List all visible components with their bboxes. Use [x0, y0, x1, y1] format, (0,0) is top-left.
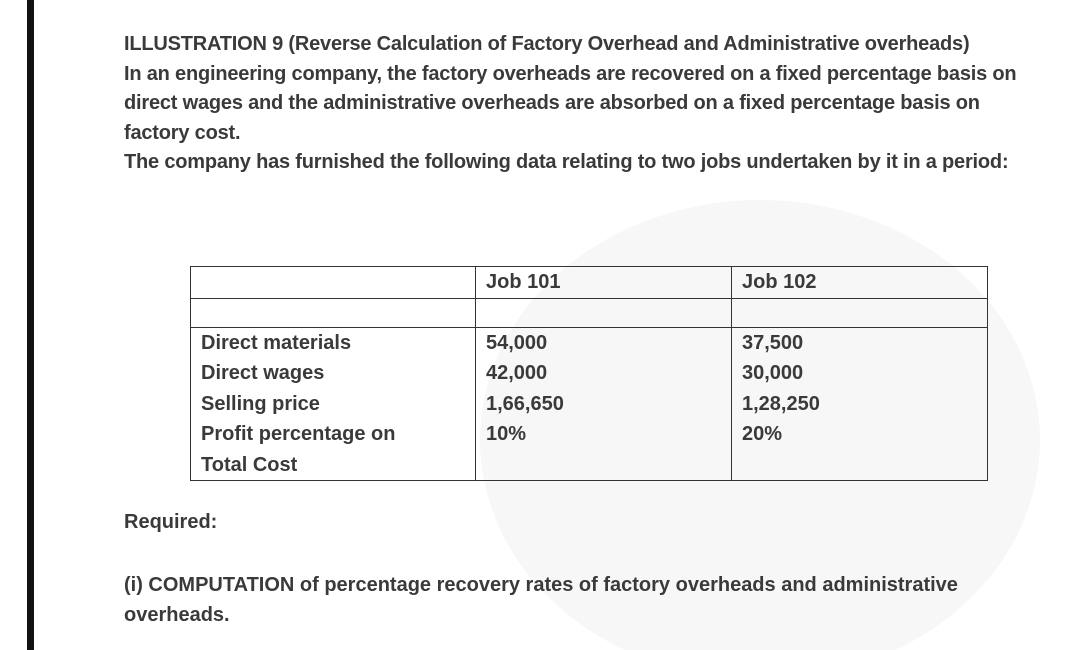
- required-heading: Required:: [124, 511, 218, 533]
- table-header-job-101: Job 101: [476, 267, 732, 299]
- left-border-bar: [27, 0, 34, 650]
- table-row: [191, 389, 988, 420]
- data-paragraph: The company has furnished the following data relating to two jobs undertaken by it in a period:: [124, 151, 1009, 173]
- job-data-table: [190, 266, 988, 481]
- job-102-value: 37,500: [732, 327, 988, 358]
- job-101-value: 42,000: [476, 358, 732, 389]
- job-102-value: 20%: [732, 419, 988, 481]
- job-102-value: 30,000: [732, 358, 988, 389]
- document-body: [124, 30, 1024, 178]
- job-101-value: 10%: [476, 419, 732, 481]
- intro-paragraph: In an engineering company, the factory overheads are recovered on a fixed percentage basis on direct wages and the administrative overheads are absorbed on a fixed percentage basis on factory cost.: [124, 62, 1017, 144]
- job-101-value: 54,000: [476, 327, 732, 358]
- job-102-value: 1,28,250: [732, 389, 988, 420]
- computation-requirement: (i) COMPUTATION of percentage recovery rates of factory overheads and administrative overheads.: [124, 574, 958, 626]
- table-row: [191, 419, 988, 481]
- table-row: [191, 358, 988, 389]
- table-header-row: [191, 267, 988, 299]
- illustration-title: ILLUSTRATION 9 (Reverse Calculation of Factory Overhead and Administrative overheads): [124, 33, 970, 55]
- row-label: Direct materials: [191, 327, 476, 358]
- row-label: Selling price: [191, 389, 476, 420]
- job-101-value: 1,66,650: [476, 389, 732, 420]
- table-header-job-102: Job 102: [732, 267, 988, 299]
- table-header-blank: [191, 267, 476, 299]
- table-row: [191, 327, 988, 358]
- table-blank-row: [191, 298, 988, 327]
- row-label: Profit percentage on Total Cost: [191, 419, 476, 481]
- row-label: Direct wages: [191, 358, 476, 389]
